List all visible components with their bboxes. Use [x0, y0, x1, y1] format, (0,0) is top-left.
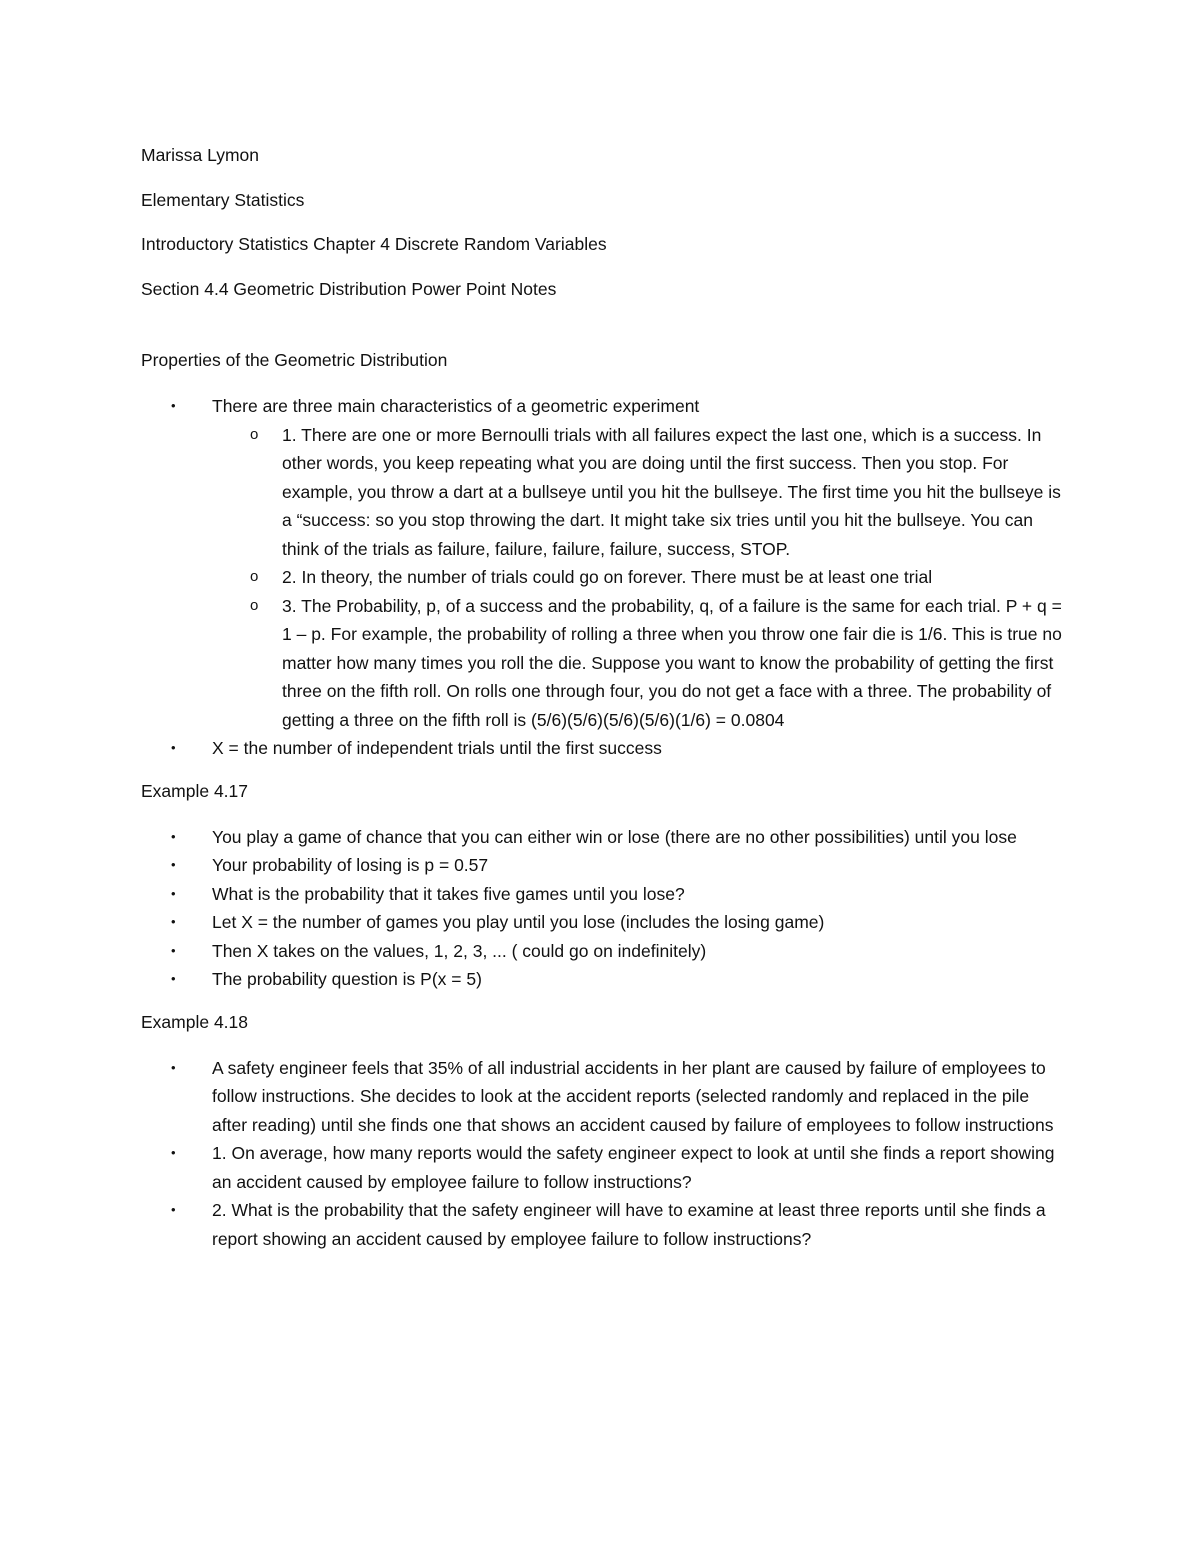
- list-item: [141, 734, 1066, 763]
- list-item-text: Let X = the number of games you play until you lose (includes the losing game): [212, 912, 825, 932]
- bullet-icon: •: [171, 828, 176, 844]
- list-item-text: 2. What is the probability that the safety engineer will have to examine at least three reports until she finds a report showing an accident caused by employee failure to follow instructions?: [212, 1200, 1046, 1249]
- list-item-text: X = the number of independent trials until the first success: [212, 738, 662, 758]
- chapter-title: Introductory Statistics Chapter 4 Discrete Random Variables: [141, 234, 607, 254]
- list-item-text: Then X takes on the values, 1, 2, 3, ... ( could go on indefinitely): [212, 940, 707, 961]
- list-item-text: You play a game of chance that you can either win or lose (there are no other possibilities) until you lose: [212, 826, 1017, 847]
- circle-bullet-icon: o: [250, 425, 259, 443]
- list-item: [141, 823, 1066, 852]
- list-item: [141, 1054, 1066, 1140]
- list-item-text: What is the probability that it takes five games until you lose?: [212, 883, 685, 904]
- bullet-icon: •: [171, 914, 176, 929]
- properties-heading: Properties of the Geometric Distribution: [141, 350, 448, 370]
- bullet-icon: •: [171, 740, 176, 755]
- list-item: [141, 1196, 1066, 1253]
- bullet-icon: •: [171, 885, 176, 901]
- sub-list-item: [141, 421, 1066, 564]
- list-item: [141, 908, 1066, 937]
- bullet-icon: •: [171, 1145, 176, 1160]
- list-item-text: Your probability of losing is p = 0.57: [212, 855, 489, 875]
- document-page: [141, 128, 1066, 1253]
- bullet-icon: •: [171, 857, 176, 872]
- example-418-list: [141, 1054, 1066, 1254]
- sub-list-item: [141, 563, 1066, 592]
- list-item: [141, 1139, 1066, 1196]
- sub-list-item-text: 1. There are one or more Bernoulli trials with all failures expect the last one, which is a success. In other words, you keep repeating what you are doing until the first success. Then you stop. For example, you throw a dart at a bullseye until you hit the bullseye. The first time you hit the bullseye is a “success: so you stop throwing the dart. It might take six tries until you hit the bullseye. You can think of the trials as failure, failure, failure, failure, success, STOP.: [282, 424, 1061, 559]
- bullet-icon: •: [171, 1059, 176, 1075]
- sub-list: [212, 421, 1066, 735]
- list-item-text: There are three main characteristics of a geometric experiment: [212, 396, 700, 416]
- list-item-text: A safety engineer feels that 35% of all industrial accidents in her plant are caused by failure of employees to follow instructions. She decides to look at the accident reports (selected randomly and replaced in the pile after reading) until she finds one that shows an accident caused by failure of employees to follow instructions: [212, 1057, 1054, 1135]
- list-item: [141, 392, 1066, 734]
- list-item: [141, 851, 1066, 880]
- sub-list-item-text: 2. In theory, the number of trials could go on forever. There must be at least one trial: [282, 567, 933, 587]
- list-item: [141, 965, 1066, 994]
- circle-bullet-icon: o: [250, 568, 259, 585]
- bullet-icon: •: [171, 398, 176, 413]
- properties-list: [141, 392, 1066, 763]
- list-item: [141, 937, 1066, 966]
- bullet-icon: •: [171, 971, 176, 986]
- bullet-icon: •: [171, 1202, 176, 1217]
- circle-bullet-icon: o: [250, 596, 259, 614]
- example-418-heading: Example 4.18: [141, 1011, 249, 1032]
- course-name: Elementary Statistics: [141, 189, 305, 210]
- section-title: Section 4.4 Geometric Distribution Power Point Notes: [141, 278, 557, 299]
- example-417-heading: Example 4.17: [141, 780, 249, 801]
- list-item-text: The probability question is P(x = 5): [212, 969, 482, 989]
- list-item: [141, 880, 1066, 909]
- author-name: Marissa Lymon: [141, 145, 259, 165]
- list-item-text: 1. On average, how many reports would the safety engineer expect to look at until she finds a report showing an accident caused by employee failure to follow instructions?: [212, 1143, 1055, 1192]
- sub-list-item: [141, 592, 1066, 735]
- sub-list-item-text: 3. The Probability, p, of a success and the probability, q, of a failure is the same for each trial. P + q = 1 – p. For example, the probability of rolling a three when you throw one fair die is 1/6. This is true no matter how many times you roll the die. Suppose you want to know the probability of getting the first three on the fifth roll. On rolls one through four, you do not get a face with a three. The probability of getting a three on the fifth roll is (5/6)(5/6)(5/6)(5/6)(1/6) = 0.0804: [282, 595, 1062, 730]
- example-417-list: [141, 823, 1066, 994]
- bullet-icon: •: [171, 942, 176, 958]
